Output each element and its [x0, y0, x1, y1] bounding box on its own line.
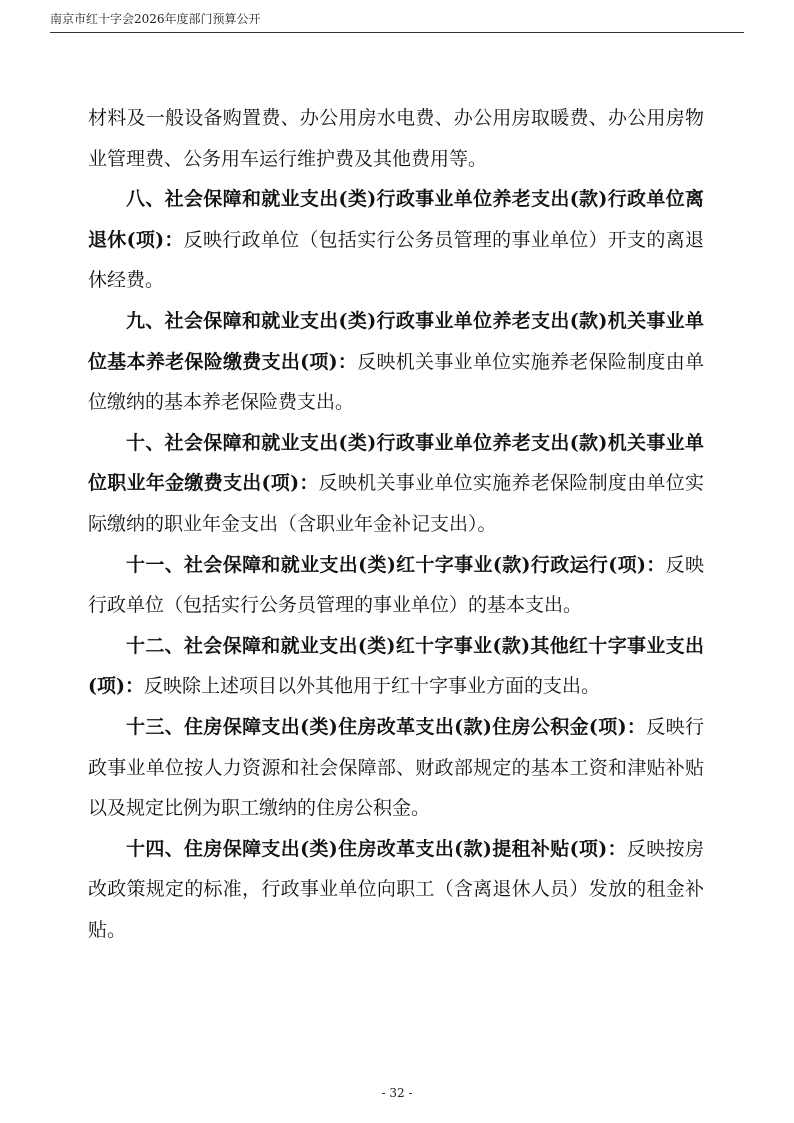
- paragraph-text: 材料及一般设备购置费、办公用房水电费、办公用房取暖费、办公用房物业管理费、公务用车运行维护费及其他费用等。: [88, 107, 704, 170]
- header-divider: [50, 32, 744, 33]
- item-heading: 十、社会保障和就业支出(类)行政事业单位养老支出(款)机关事业单位职业年金缴费支出(项)：: [88, 431, 704, 495]
- paragraph-item-11: [88, 545, 704, 626]
- item-description: 反映除上述项目以外其他用于红十字事业方面的支出。: [143, 675, 600, 698]
- document-body: [88, 98, 704, 950]
- item-heading: 九、社会保障和就业支出(类)行政事业单位养老支出(款)机关事业单位基本养老保险缴费支出(项)：: [88, 309, 704, 373]
- item-description: 反映行政单位（包括实行公务员管理的事业单位）开支的离退休经费。: [88, 228, 704, 292]
- paragraph-item-14: [88, 829, 704, 951]
- item-heading: 八、社会保障和就业支出(类)行政事业单位养老支出(款)行政单位离退休(项)：: [88, 188, 704, 251]
- item-description: 反映机关事业单位实施养老保险制度由单位实际缴纳的职业年金支出（含职业年金补记支出）。: [88, 472, 704, 535]
- paragraph-item-12: [88, 626, 704, 707]
- page-number: - 32 -: [381, 1086, 413, 1100]
- item-heading: 十二、社会保障和就业支出(类)红十字事业(款)其他红十字事业支出(项)：: [88, 634, 704, 698]
- paragraph-item-9: [88, 301, 704, 423]
- item-description: 反映按房改政策规定的标准，行政事业单位向职工（含离退休人员）发放的租金补贴。: [88, 837, 704, 941]
- paragraph-item-8: [88, 179, 704, 301]
- paragraph-item-13: [88, 707, 704, 829]
- item-description: 反映机关事业单位实施养老保险制度由单位缴纳的基本养老保险费支出。: [88, 350, 704, 414]
- paragraph-continuation: [88, 98, 704, 179]
- item-description: 反映行政单位（包括实行公务员管理的事业单位）的基本支出。: [88, 553, 704, 617]
- item-description: 反映行政事业单位按人力资源和社会保障部、财政部规定的基本工资和津贴补贴以及规定比例为职工缴纳的住房公积金。: [88, 715, 704, 820]
- item-heading: 十一、社会保障和就业支出(类)红十字事业(款)行政运行(项)：: [126, 553, 666, 576]
- paragraph-item-10: [88, 423, 704, 545]
- item-heading: 十三、住房保障支出(类)住房改革支出(款)住房公积金(项)：: [126, 715, 647, 738]
- page-header: 南京市红十字会2026年度部门预算公开: [50, 12, 261, 26]
- item-heading: 十四、住房保障支出(类)住房改革支出(款)提租补贴(项)：: [126, 837, 627, 860]
